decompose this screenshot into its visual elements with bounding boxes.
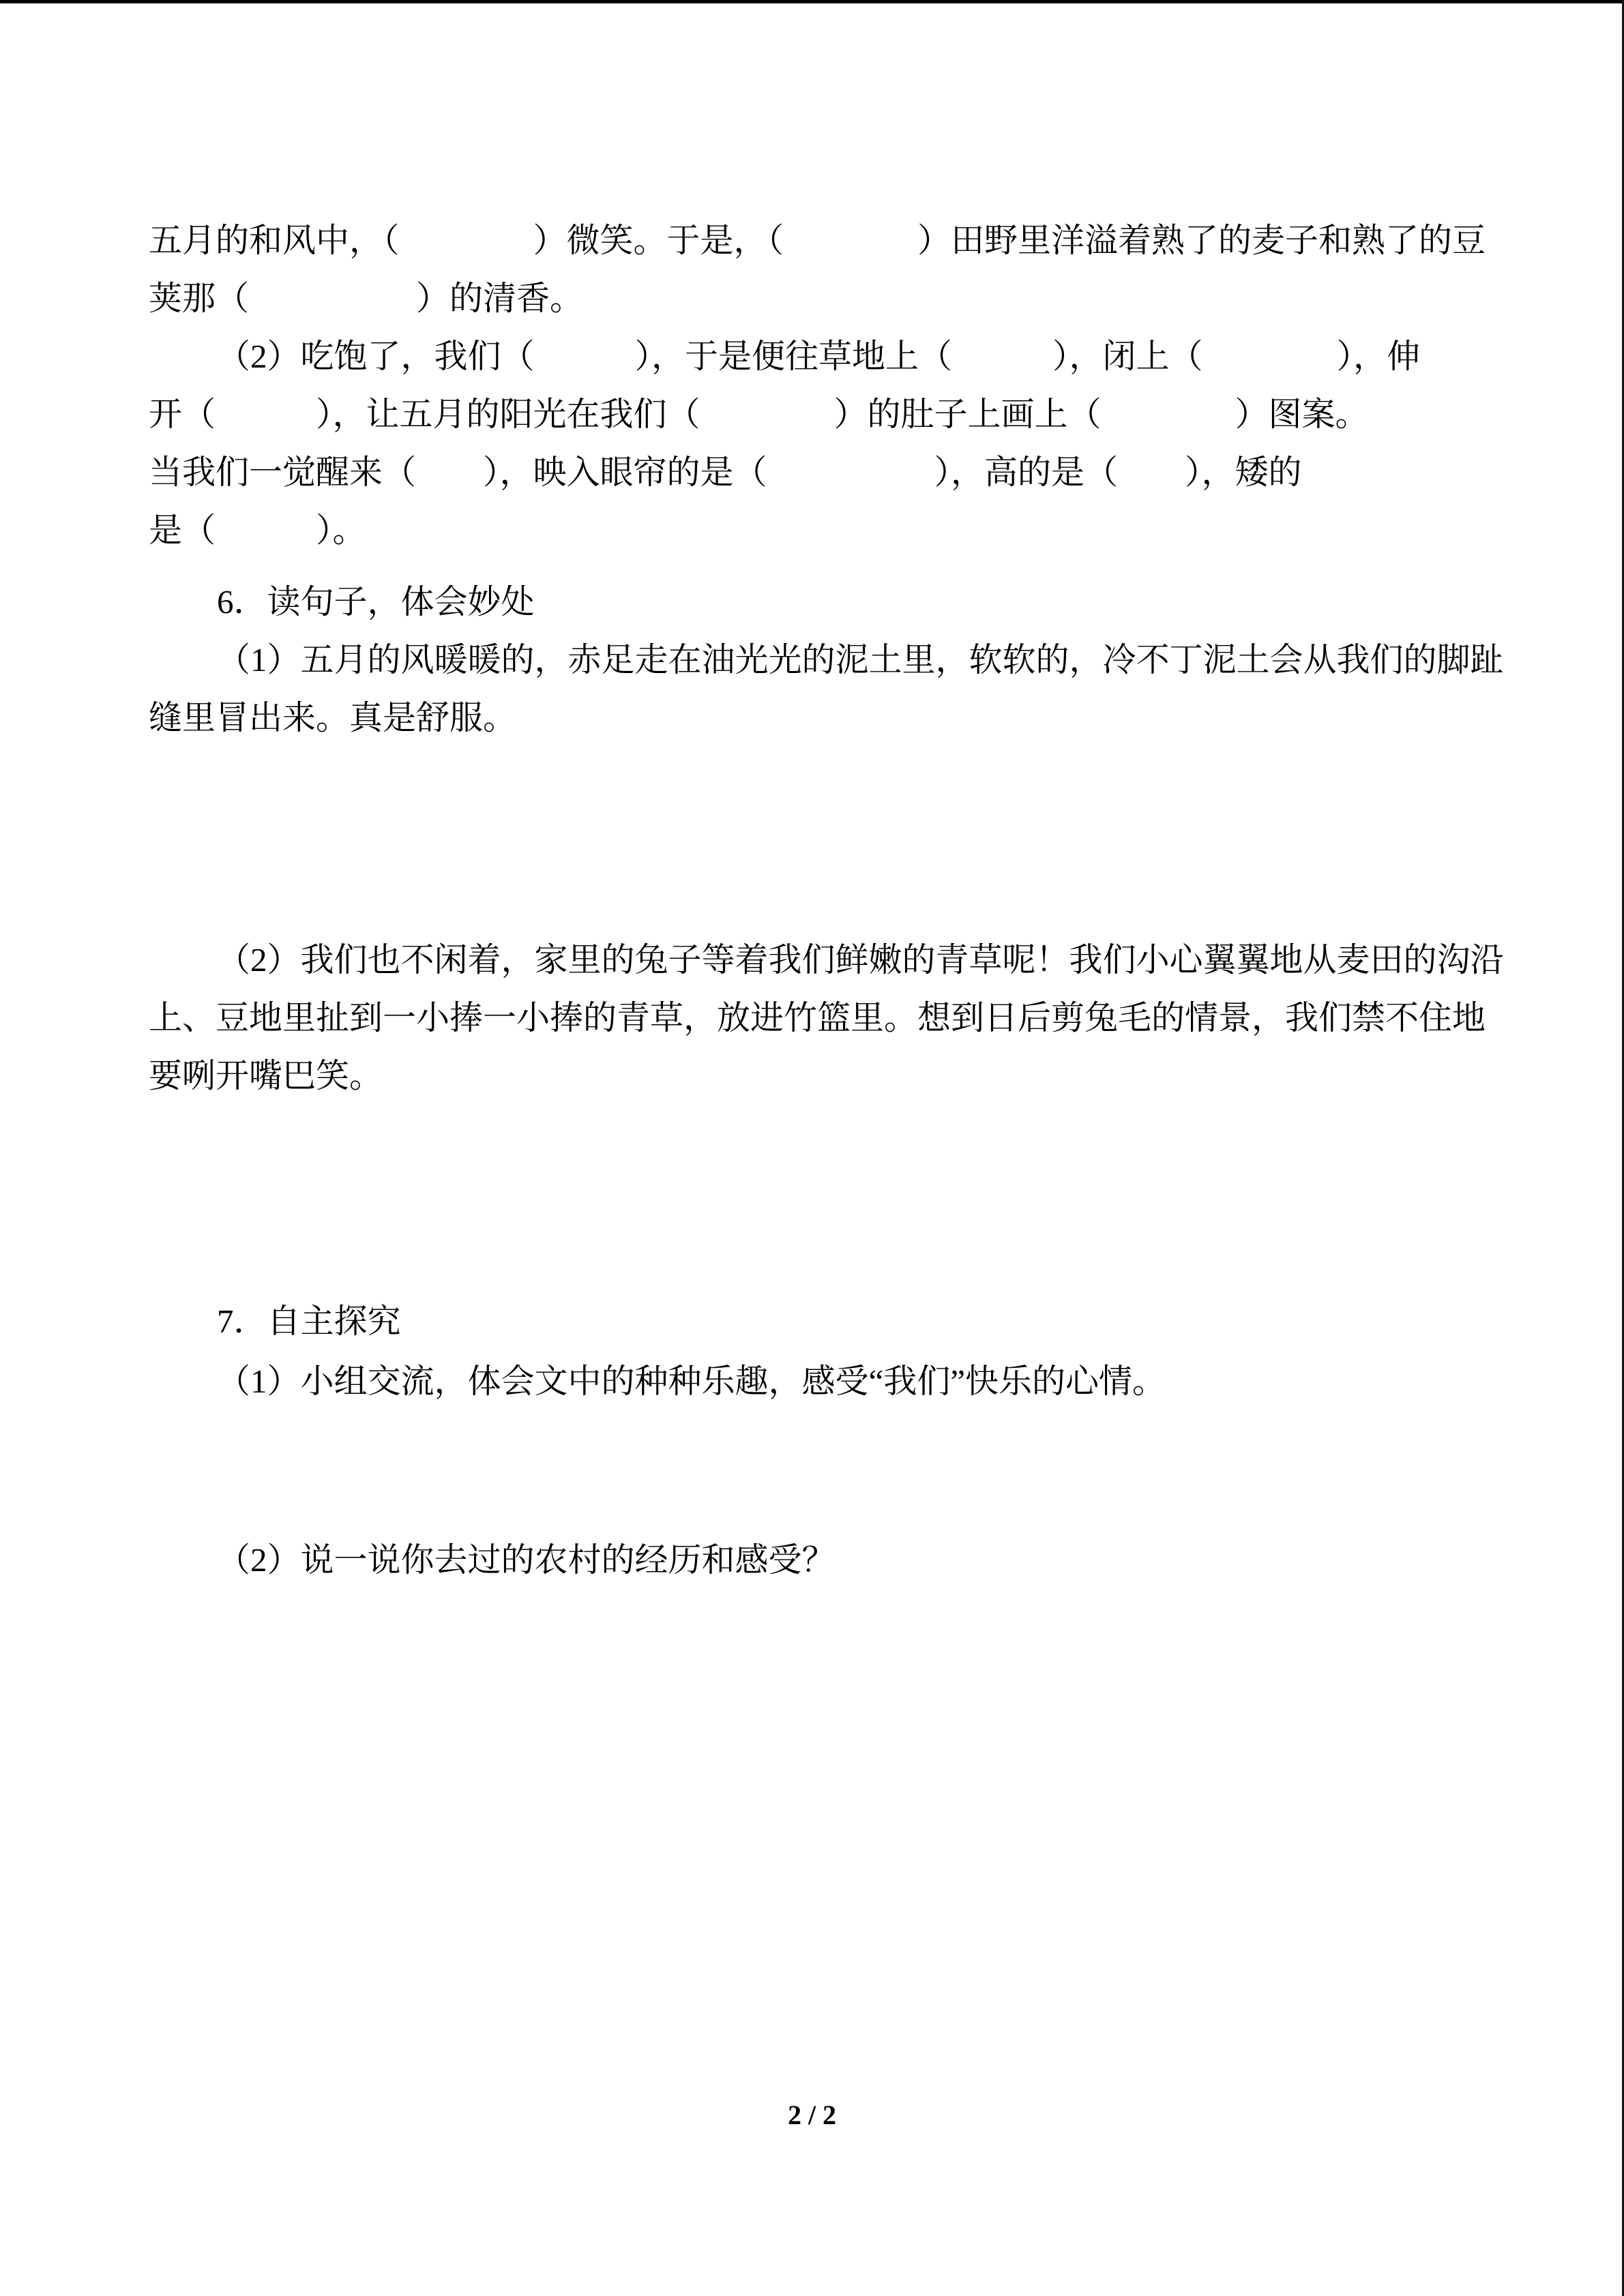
- sentence-appreciation-line: 上、豆地里扯到一小捧一小捧的青草，放进竹篮里。想到日后剪兔毛的情景，我们禁不住地: [149, 999, 1486, 1037]
- fill-in-passage-line: 五月的和风中，（ ）微笑。于是，（ ）田野里洋溢着熟了的麦子和熟了的豆: [149, 222, 1486, 259]
- fill-in-passage-line: 荚那（ ）的清香。: [149, 280, 584, 317]
- sentence-appreciation-line: 缝里冒出来。真是舒服。: [149, 699, 517, 736]
- exploration-item-line: （2）说一说你去过的农村的经历和感受？: [217, 1541, 836, 1579]
- sentence-appreciation-line: （2）我们也不闲着，家里的兔子等着我们鲜嫩的青草呢！我们小心翼翼地从麦田的沟沿: [217, 941, 1504, 979]
- fill-in-passage-line: （2）吃饱了，我们（ ），于是便往草地上（ ），闭上（ ），伸: [217, 338, 1421, 375]
- exploration-item-line: （1）小组交流，体会文中的种种乐趣，感受“我们”快乐的心情。: [217, 1362, 1166, 1400]
- fill-in-passage-line: 当我们一觉醒来（ ），映入眼帘的是（ ），高的是（ ），矮的: [149, 453, 1302, 491]
- page-number: 2 / 2: [787, 2100, 837, 2130]
- sentence-appreciation-line: （1）五月的风暖暖的，赤足走在油光光的泥土里，软软的，冷不丁泥土会从我们的脚趾: [217, 641, 1504, 679]
- sentence-appreciation-line: 要咧开嘴巴笑。: [149, 1057, 383, 1094]
- fill-in-passage-line: 开（ ），让五月的阳光在我们（ ）的肚子上画上（ ）图案。: [149, 396, 1369, 433]
- section-heading-7: 7．自主探究: [217, 1302, 401, 1340]
- scan-border-top: [0, 0, 1624, 3]
- fill-in-passage-line: 是（ ）。: [149, 511, 366, 549]
- section-heading-6: 6．读句子，体会妙处: [217, 583, 535, 621]
